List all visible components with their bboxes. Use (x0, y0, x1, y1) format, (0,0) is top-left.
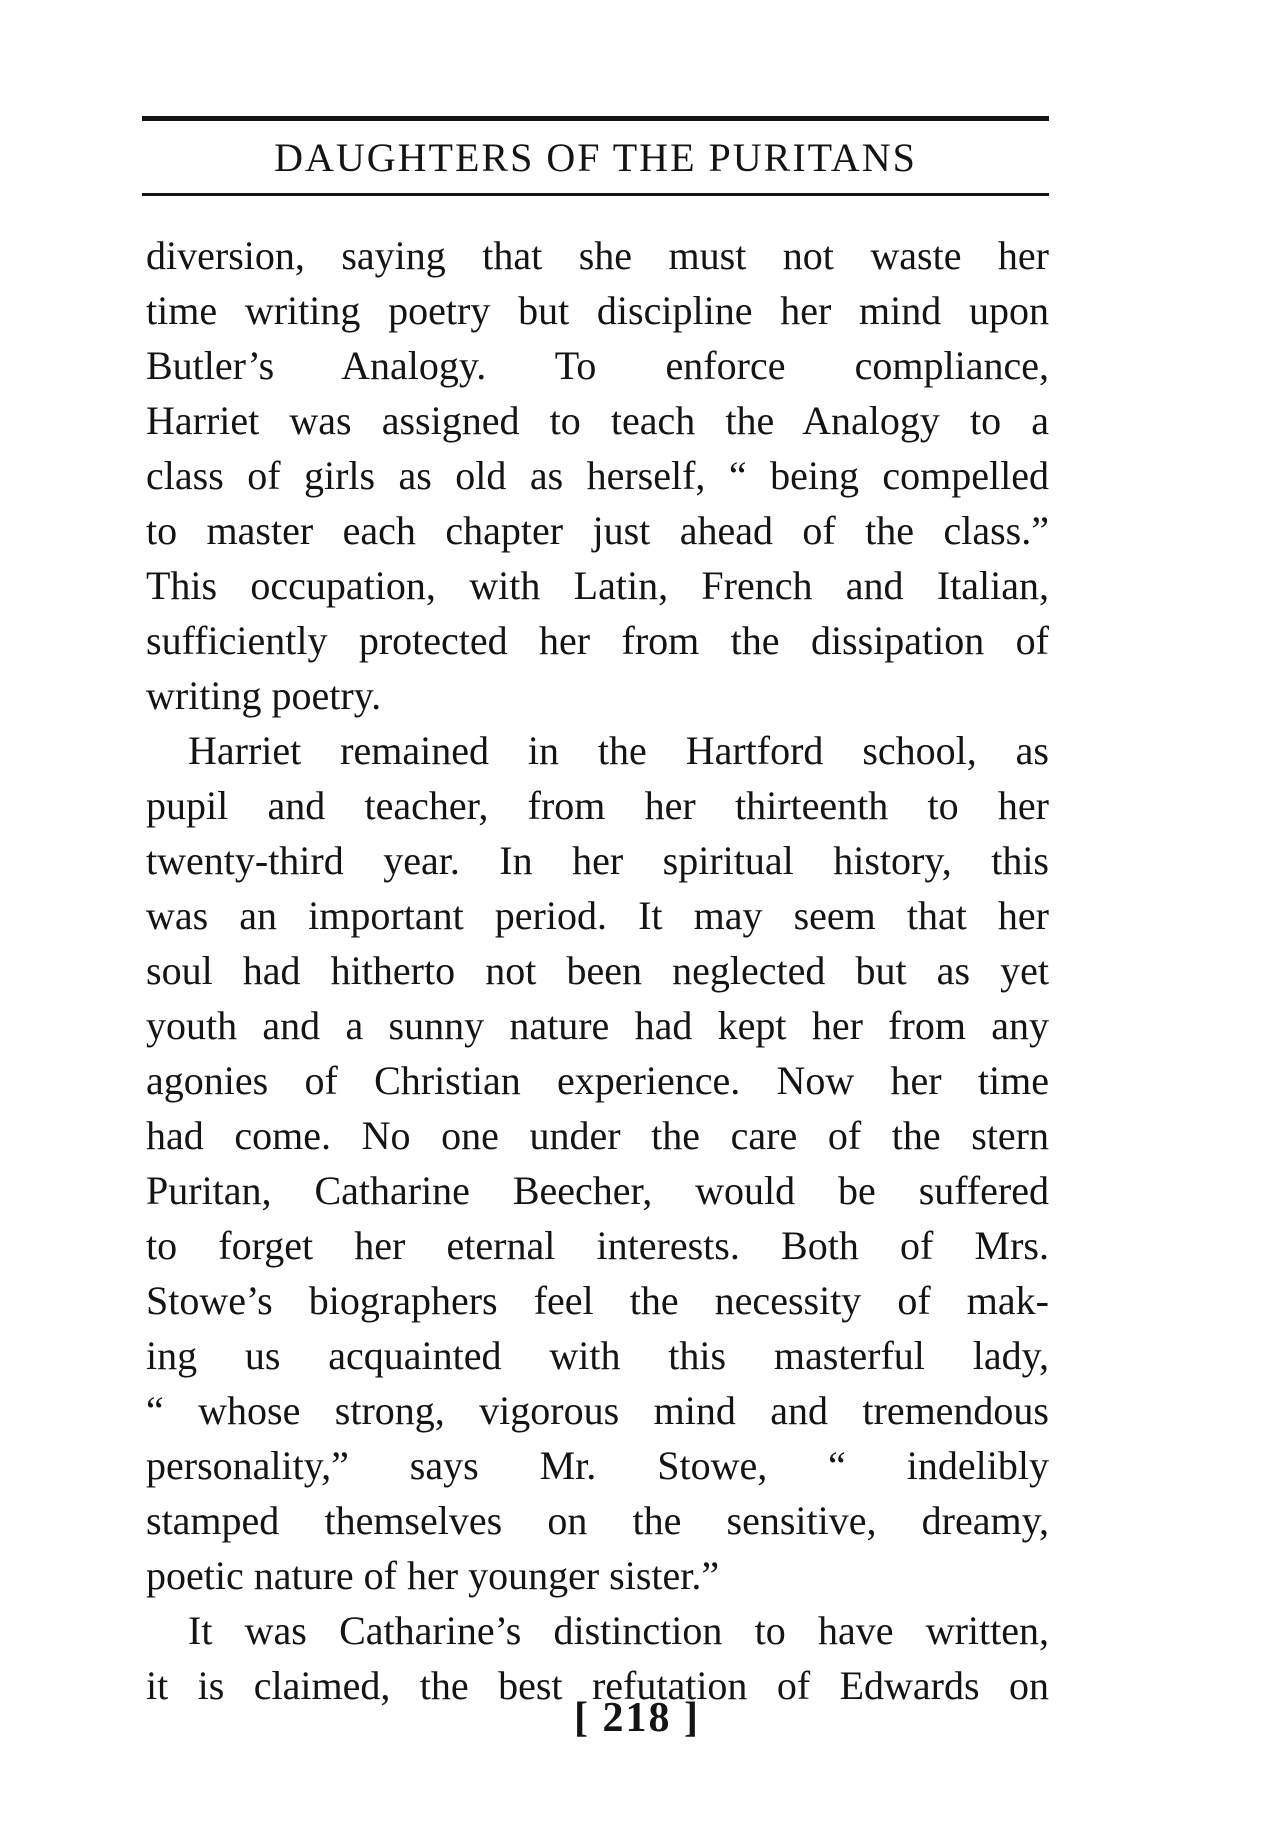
text-line: writing poetry. (146, 673, 382, 718)
text-line: youth and a sunny nature had kept her from any (146, 1003, 1049, 1048)
text-line: it is claimed, the best refutation of Edwards on (146, 1663, 1049, 1708)
text-line: agonies of Christian experience. Now her time (146, 1058, 1049, 1103)
page-number: [ 218 ] (574, 1695, 700, 1741)
text-line: to master each chapter just ahead of the class.” (146, 508, 1049, 553)
text-line: twenty-third year. In her spiritual history, this (146, 838, 1049, 883)
text-line: time writing poetry but discipline her mind upon (146, 288, 1049, 333)
text-line: ing us acquainted with this masterful lady, (146, 1333, 1049, 1378)
text-line: poetic nature of her younger sister.” (146, 1553, 720, 1598)
text-line: This occupation, with Latin, French and Italian, (146, 563, 1049, 608)
text-line: soul had hitherto not been neglected but as yet (146, 948, 1049, 993)
text-line: Harriet was assigned to teach the Analogy to a (146, 398, 1049, 443)
text-line: Butler’s Analogy. To enforce compliance, (146, 343, 1049, 388)
header-rule-top (142, 116, 1049, 121)
text-line: Harriet remained in the Hartford school, as (188, 728, 1049, 773)
running-head: DAUGHTERS OF THE PURITANS (274, 135, 917, 180)
text-line: Puritan, Catharine Beecher, would be suffered (146, 1168, 1049, 1213)
text-line: had come. No one under the care of the stern (146, 1113, 1049, 1158)
body-text (146, 228, 1049, 1713)
text-line: Stowe’s biographers feel the necessity of mak- (146, 1278, 1049, 1323)
header-rule-bottom (142, 193, 1049, 196)
text-line: diversion, saying that she must not waste her (146, 233, 1049, 278)
text-line: personality,” says Mr. Stowe, “ indelibly (146, 1443, 1049, 1488)
text-line: It was Catharine’s distinction to have written, (188, 1608, 1049, 1653)
text-line: pupil and teacher, from her thirteenth to her (146, 783, 1049, 828)
text-line: “ whose strong, vigorous mind and tremendous (146, 1388, 1049, 1433)
text-line: stamped themselves on the sensitive, dreamy, (146, 1498, 1049, 1543)
text-line: was an important period. It may seem that her (146, 893, 1049, 938)
paragraph (146, 228, 1049, 723)
text-line: sufficiently protected her from the dissipation of (146, 618, 1049, 663)
paragraph (146, 723, 1049, 1603)
text-line: to forget her eternal interests. Both of Mrs. (146, 1223, 1049, 1268)
text-line: class of girls as old as herself, “ being compelled (146, 453, 1049, 498)
